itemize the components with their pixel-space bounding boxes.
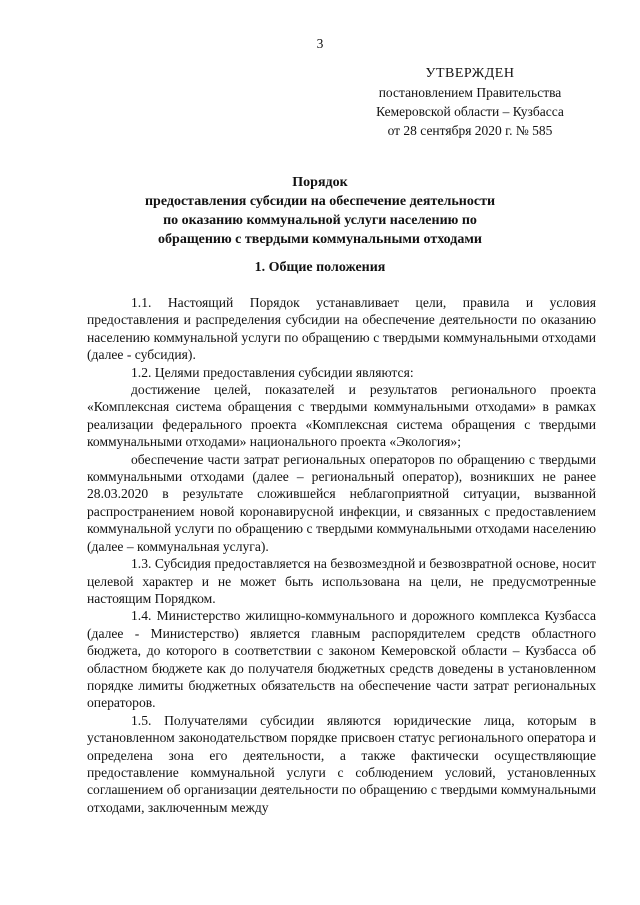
title-line-2: предоставления субсидии на обеспечение деятельности	[144, 194, 496, 209]
body-text	[87, 294, 596, 816]
paragraph-goal-2: обеспечение части затрат региональных операторов по обращению с твердыми коммунальными отходами (далее – региональный оператор), возникших не ранее 28.03.2020 в результате сложившейся неблагоприятной ситуации, вызванной распространением новой коронавирусной инфекции, и связанных с предоставлением коммунальной услуги по обращению с твердыми коммунальными отходами населению (далее – коммунальная услуга).	[87, 451, 596, 554]
approval-heading: УТВЕРЖДЕН	[425, 66, 515, 81]
paragraph-goal-1: достижение целей, показателей и результатов регионального проекта «Комплексная система обращения с твердыми коммунальными отходами» в рамках реализации федерального проекта «Комплексная система обращения с твердыми коммунальными отходами» национального проекта «Экология»;	[87, 382, 596, 450]
title-line-4: обращению с твердыми коммунальными отходами	[158, 232, 482, 247]
paragraph-1-2: 1.2. Целями предоставления субсидии являются:	[131, 364, 414, 380]
approval-stamp-block	[360, 64, 580, 140]
document-title	[96, 173, 544, 249]
paragraph-1-3: 1.3. Субсидия предоставляется на безвозмездной и безвозвратной основе, носит целевой характер и не может быть использована на цели, не предусмотренные настоящим Порядком.	[87, 556, 596, 606]
paragraph-1-1: 1.1. Настоящий Порядок устанавливает цели, правила и условия предоставления и распределения субсидии на обеспечение деятельности по оказанию населению коммунальной услуги по обращению с твердыми коммунальными отходами (далее - субсидия).	[87, 295, 596, 363]
paragraph-1-5: 1.5. Получателями субсидии являются юридические лица, которым в установленном законодательством порядке присвоен статус регионального оператора и определена зона его деятельности, а также фактически осуществляющие предоставление коммунальной услуги с соблюдением условий, установленных соглашением об организации деятельности по обращению с твердыми коммунальными отходами, заключенным между	[87, 712, 596, 815]
approval-line-1: постановлением Правительства	[378, 85, 562, 100]
section-heading: 1. Общие положения	[254, 260, 386, 275]
approval-line-3: от 28 сентября 2020 г. № 585	[387, 123, 553, 138]
page-number: 3	[316, 36, 324, 51]
paragraph-1-4: 1.4. Министерство жилищно-коммунального и дорожного комплекса Кузбасса (далее - Министерство) является главным распорядителем средств областного бюджета, до которого в соответствии с законом Кемеровской области – Кузбасса об областном бюджете как до получателя бюджетных средств доведены в установленном порядке лимиты бюджетных обязательств на обеспечение части затрат региональных операторов.	[87, 608, 596, 711]
title-line-1: Порядок	[292, 175, 348, 190]
title-line-3: по оказанию коммунальной услуги населению по	[163, 213, 477, 228]
approval-line-2: Кемеровской области – Кузбасса	[376, 104, 564, 119]
